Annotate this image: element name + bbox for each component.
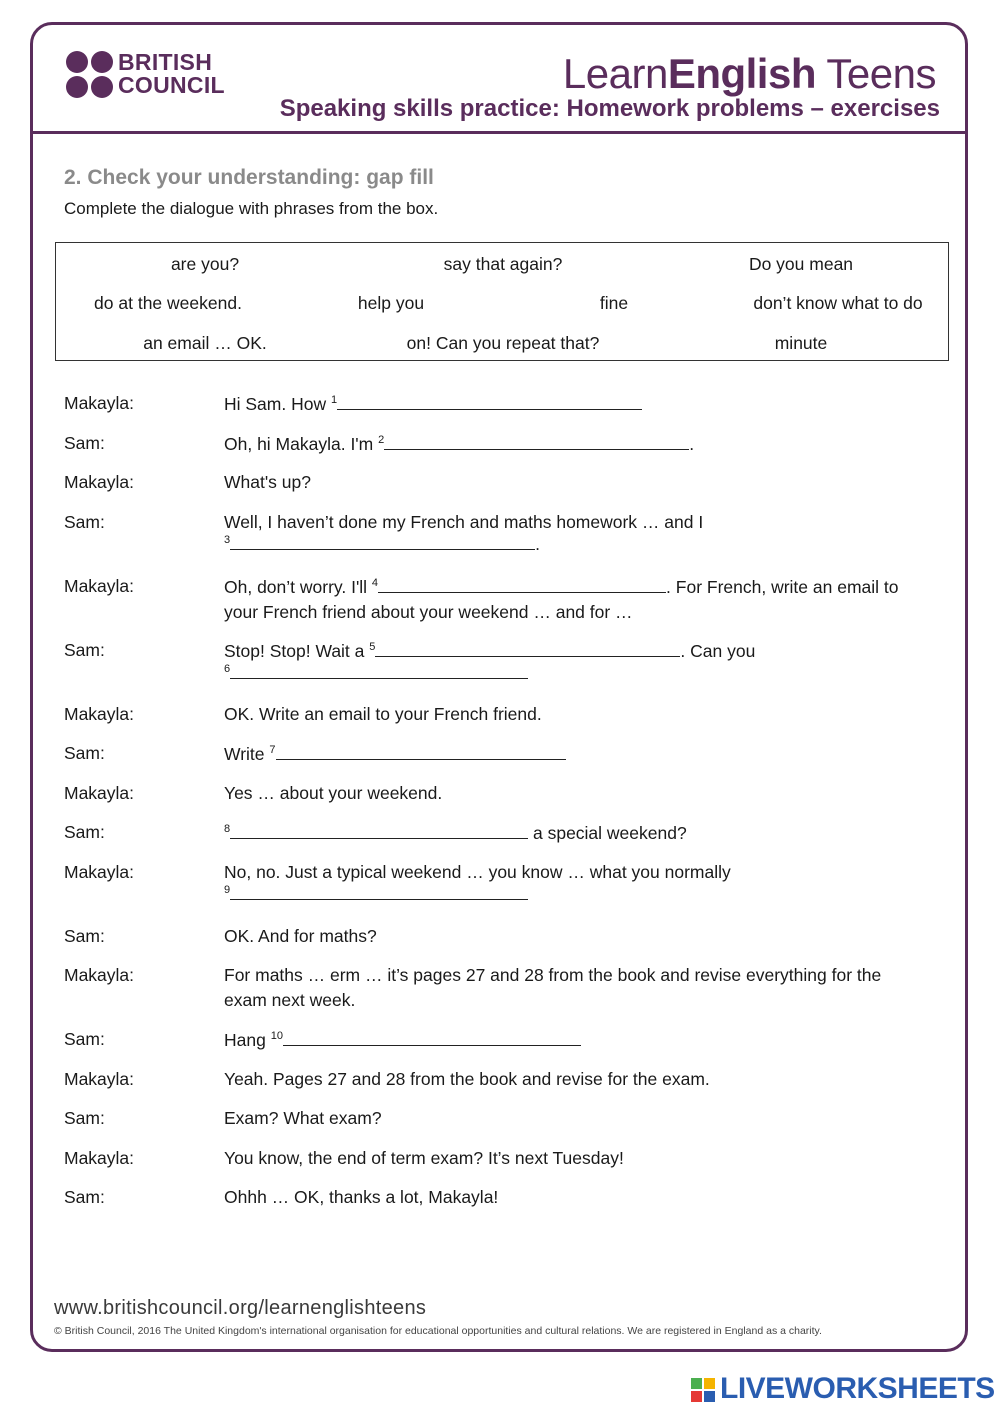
- logo-dots-icon: [66, 51, 114, 99]
- phrase-item: minute: [774, 333, 828, 353]
- line-text: No, no. Just a typical weekend … you know … what you normally: [224, 862, 731, 882]
- line-text: Ohhh … OK, thanks a lot, Makayla!: [224, 1187, 499, 1207]
- speaker: Sam:: [64, 743, 105, 763]
- line-text-after: .: [535, 534, 540, 554]
- gap-number: 9: [224, 884, 231, 896]
- speaker: Sam:: [64, 1108, 105, 1128]
- gap-blank-7[interactable]: [276, 741, 566, 760]
- phrase-box: [55, 242, 949, 361]
- speaker: Makayla:: [64, 576, 135, 596]
- line-text-after: a special weekend?: [528, 823, 687, 843]
- line-text-after: .: [689, 434, 695, 454]
- speaker: Sam:: [64, 1187, 105, 1207]
- gap-blank-2[interactable]: [384, 431, 689, 450]
- brand-line2: COUNCIL: [118, 72, 225, 98]
- speaker: Makayla:: [64, 783, 135, 803]
- gap-blank-6[interactable]: [230, 660, 528, 679]
- line-text-after: . Can you: [680, 641, 756, 661]
- speaker: Sam:: [64, 433, 105, 453]
- gap-blank-10[interactable]: [283, 1027, 581, 1046]
- british-council-logo: [66, 51, 236, 99]
- speaker: Makayla:: [64, 393, 135, 413]
- phrase-item: do at the weekend.: [94, 293, 242, 313]
- line-text: Well, I haven’t done my French and maths homework … and I: [224, 512, 704, 532]
- gap-number: 2: [378, 434, 385, 446]
- gap-number: 3: [224, 534, 231, 546]
- gap-number: 4: [371, 577, 379, 589]
- line-text: What's up?: [224, 472, 311, 492]
- line-text: Yes … about your weekend.: [224, 783, 443, 803]
- speaker: Sam:: [64, 926, 105, 946]
- header-divider: [33, 131, 968, 134]
- gap-number: 5: [369, 641, 376, 653]
- gap-number: 8: [224, 823, 231, 835]
- speaker: Sam:: [64, 640, 105, 660]
- phrase-item: on! Can you repeat that?: [406, 333, 600, 353]
- line-text: Exam? What exam?: [224, 1108, 382, 1128]
- gap-number: 1: [330, 394, 338, 406]
- footer-copyright: © British Council, 2016 The United Kingdom's international organisation for educational opportunities and cultural relations. We are registered in England as a charity.: [54, 1325, 822, 1337]
- line-text-after: . For French, write an email to: [666, 577, 899, 597]
- line-text: For maths … erm … it’s pages 27 and 28 from the book and revise everything for the: [224, 965, 882, 985]
- gap-blank-4[interactable]: [378, 574, 666, 593]
- gap-number: 6: [224, 663, 231, 675]
- line-text: Stop! Stop! Wait a: [224, 641, 370, 661]
- speaker: Makayla:: [64, 704, 135, 724]
- gap-blank-1[interactable]: [337, 391, 642, 410]
- phrase-item: say that again?: [443, 254, 563, 274]
- liveworksheets-text: LIVEWORKSHEETS: [720, 1372, 995, 1405]
- product-bold: English: [667, 50, 816, 97]
- footer-url-link[interactable]: www.britishcouncil.org/learnenglishteens: [54, 1297, 427, 1319]
- phrase-item: Do you mean: [748, 254, 854, 274]
- phrase-item: don’t know what to do: [753, 293, 923, 313]
- page-subtitle: Speaking skills practice: Homework problems – exercises: [279, 95, 940, 122]
- line-text-2: exam next week.: [224, 990, 356, 1010]
- line-text: OK. And for maths?: [224, 926, 377, 946]
- phrase-item: an email … OK.: [143, 333, 267, 353]
- line-text: OK. Write an email to your French friend.: [224, 704, 542, 724]
- gap-blank-9[interactable]: [230, 881, 528, 900]
- line-text: Write: [224, 744, 270, 764]
- gap-blank-3[interactable]: [230, 531, 535, 550]
- brand-line1: BRITISH: [118, 49, 213, 75]
- phrase-item: fine: [599, 293, 629, 313]
- speaker: Makayla:: [64, 965, 135, 985]
- gap-number: 7: [269, 744, 276, 756]
- product-prefix: Learn: [562, 50, 668, 97]
- line-text-2: your French friend about your weekend … and for …: [224, 602, 633, 622]
- speaker: Makayla:: [64, 1148, 135, 1168]
- phrase-item: help you: [357, 293, 425, 313]
- speaker: Makayla:: [64, 472, 135, 492]
- line-text: Oh, don’t worry. I'll: [224, 577, 372, 597]
- gap-number: 10: [270, 1030, 283, 1042]
- learnenglish-teens-title: [563, 50, 936, 98]
- exercise-instructions: Complete the dialogue with phrases from the box.: [64, 199, 439, 218]
- liveworksheets-logo-icon: [690, 1377, 716, 1403]
- speaker: Makayla:: [64, 862, 135, 882]
- line-text: Hi Sam. How: [224, 394, 331, 414]
- speaker: Makayla:: [64, 1069, 135, 1089]
- gap-blank-8[interactable]: [230, 820, 528, 839]
- speaker: Sam:: [64, 512, 105, 532]
- gap-blank-5[interactable]: [375, 638, 680, 657]
- line-text: Hang: [224, 1030, 271, 1050]
- speaker: Sam:: [64, 1029, 105, 1049]
- line-text: Oh, hi Makayla. I'm: [224, 434, 379, 454]
- line-text: You know, the end of term exam? It’s next Tuesday!: [224, 1148, 624, 1168]
- product-suffix: Teens: [816, 50, 936, 97]
- phrase-item: are you?: [170, 254, 240, 274]
- exercise-title: 2. Check your understanding: gap fill: [64, 166, 434, 189]
- line-text: Yeah. Pages 27 and 28 from the book and revise for the exam.: [224, 1069, 710, 1089]
- speaker: Sam:: [64, 822, 105, 842]
